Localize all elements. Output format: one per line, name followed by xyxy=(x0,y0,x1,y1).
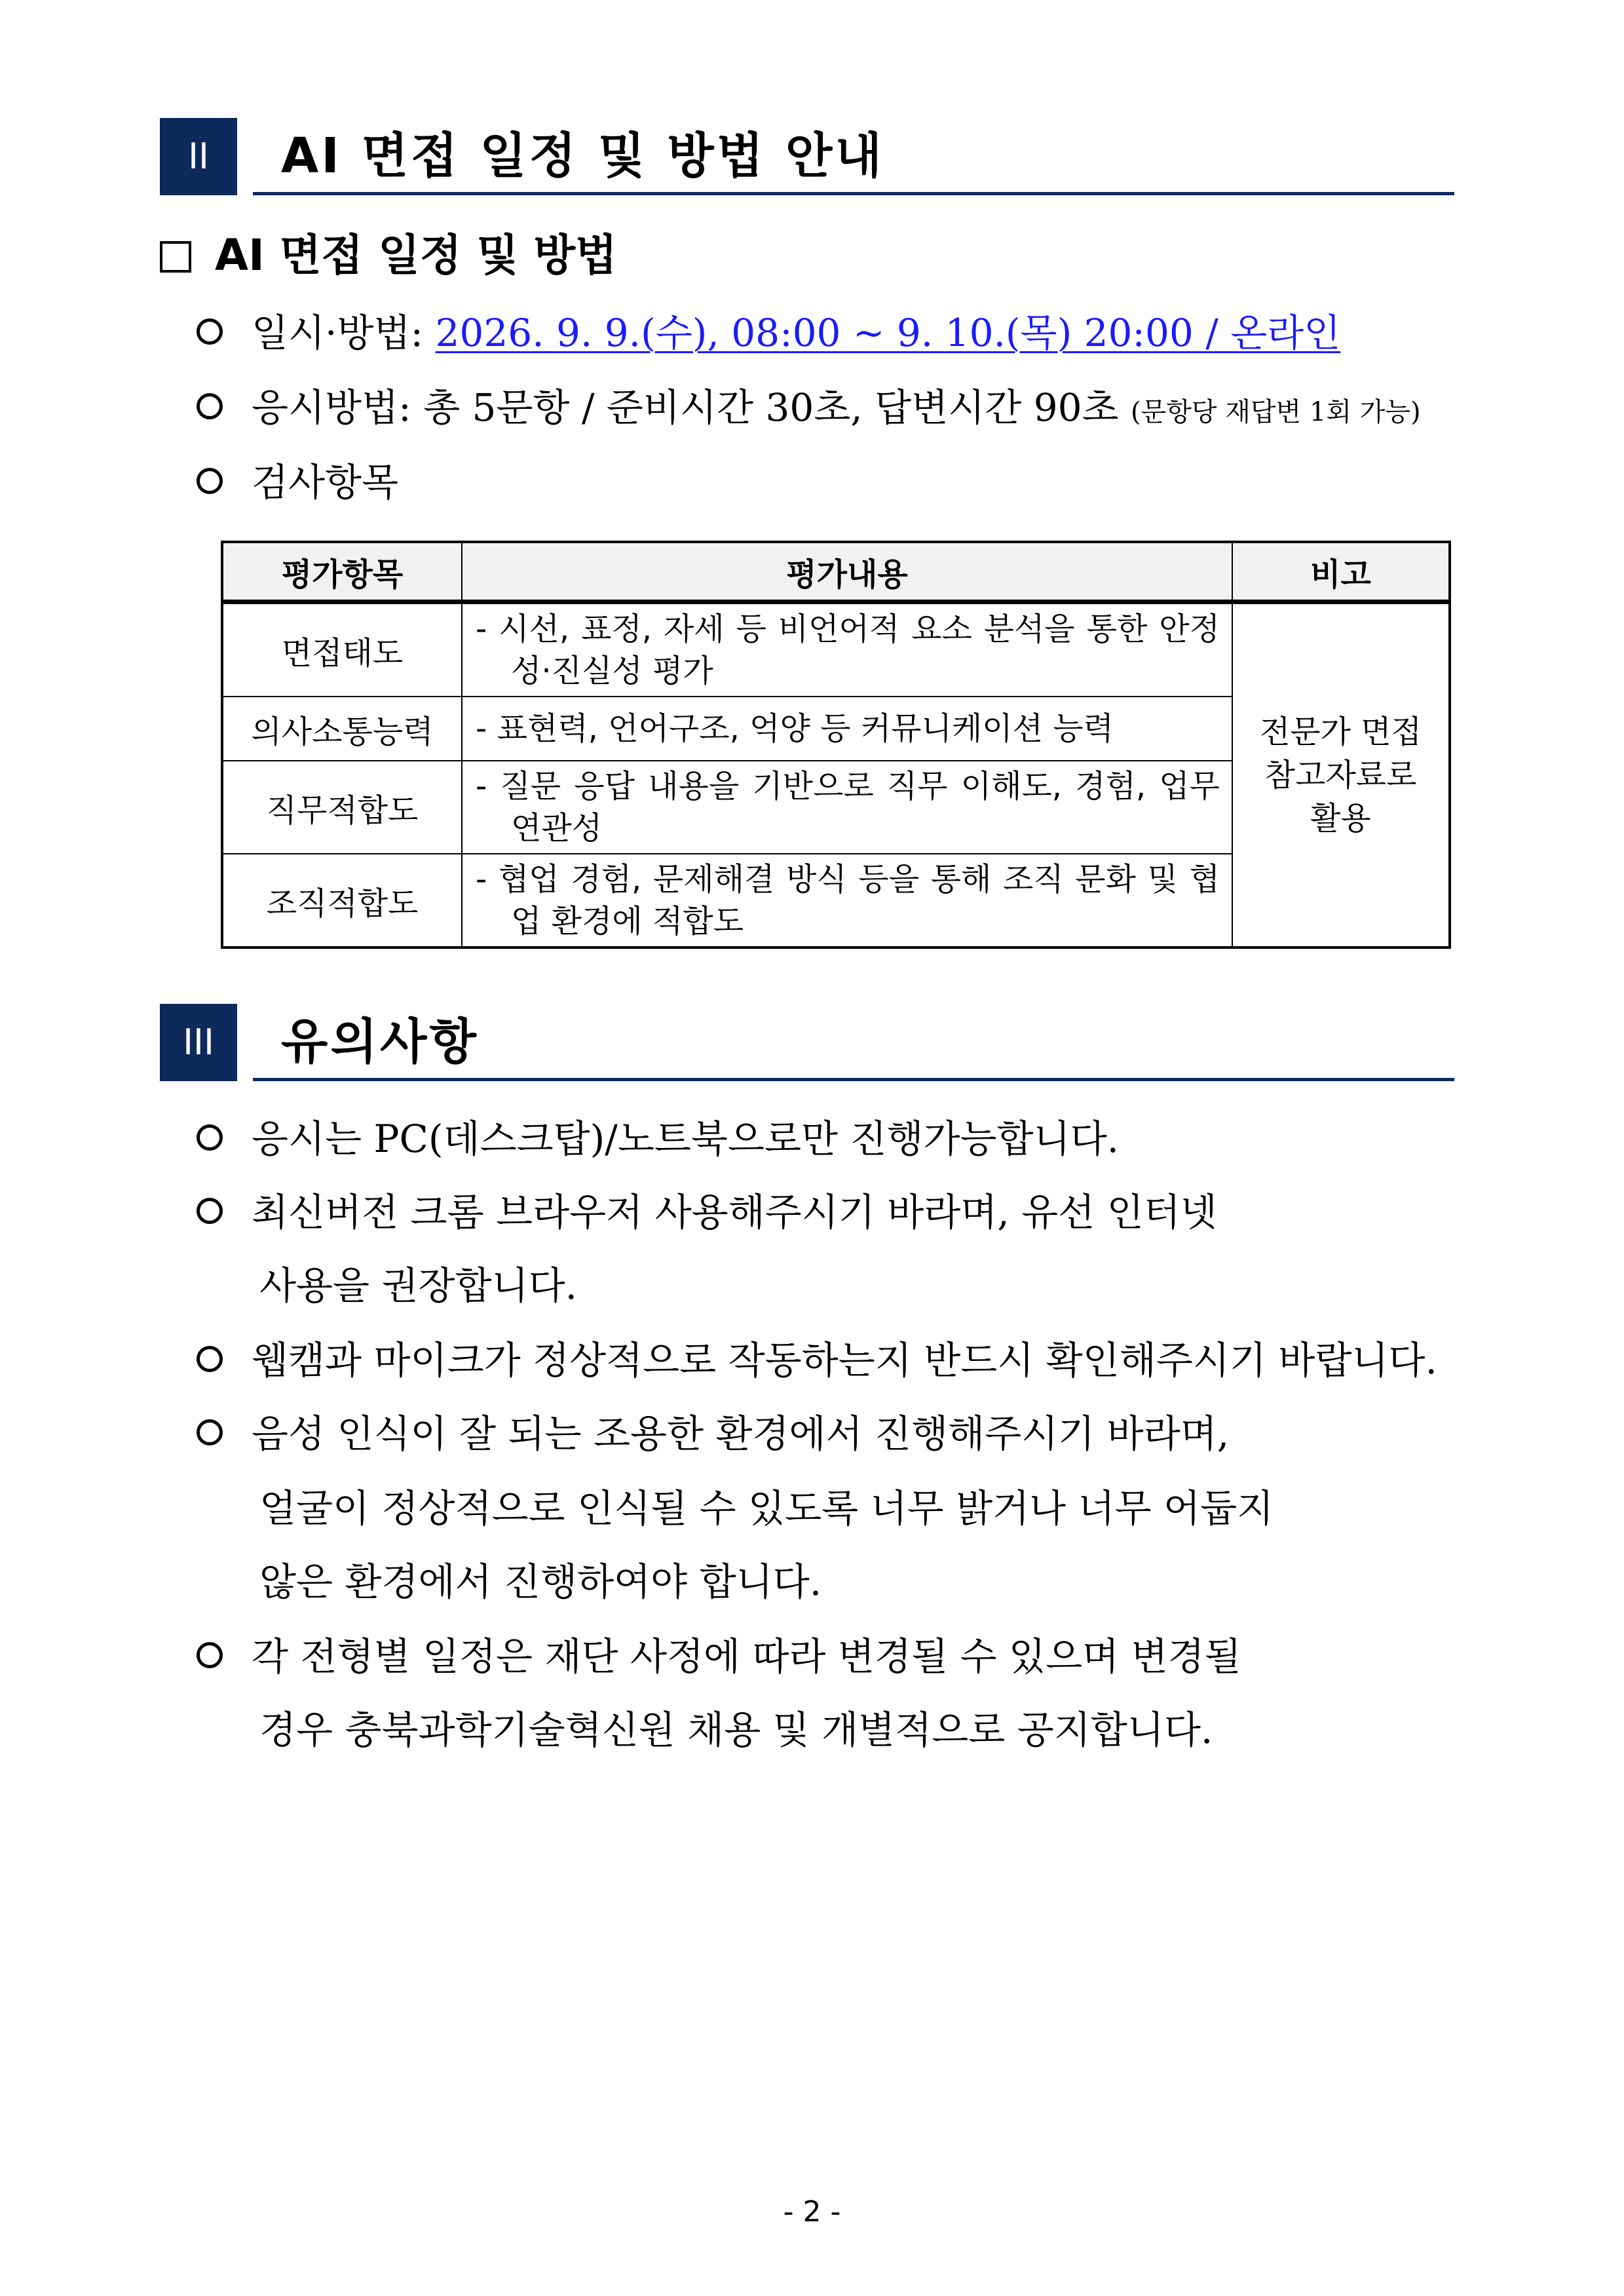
row-content: - 협업 경험, 문제해결 방식 등을 통해 조직 문화 및 협업 환경에 적합도 xyxy=(476,861,1220,940)
row-content: - 시선, 표정, 자세 등 비언어적 요소 분석을 통한 안정성·진실성 평가 xyxy=(476,611,1220,689)
notice-item xyxy=(197,1624,1241,1689)
notice-text: 최신버전 크롬 브라우저 사용해주시기 바라며, 유선 인터넷 xyxy=(252,1190,1217,1234)
subsection-title: AI 면접 일정 및 방법 xyxy=(215,230,617,280)
note-line: 전문가 면접 xyxy=(1259,714,1422,750)
row-item: 직무적합도 xyxy=(222,761,462,854)
row-item: 의사소통능력 xyxy=(222,697,462,761)
section-3-title: 유의사항 xyxy=(281,1014,479,1070)
method-item xyxy=(197,375,1421,445)
table-row xyxy=(222,602,1450,697)
notice-text: 웹캠과 마이크가 정상적으로 작동하는지 반드시 확인해주시기 바랍니다. xyxy=(252,1338,1437,1383)
header-note: 비고 xyxy=(1232,542,1450,602)
note-cell xyxy=(1232,602,1450,948)
method-note: (문항당 재답변 1회 가능) xyxy=(1131,397,1421,427)
page-number: - 2 - xyxy=(783,2195,841,2229)
note-line: 참고자료로 xyxy=(1264,757,1417,794)
section-3-underline xyxy=(253,1078,1454,1081)
header-item: 평가항목 xyxy=(222,542,462,602)
notice-text-continued: 않은 환경에서 진행하여야 합니다. xyxy=(259,1559,822,1604)
row-content: - 질문 응답 내용을 기반으로 직무 이해도, 경험, 업무 연관성 xyxy=(476,768,1220,847)
table-header-row xyxy=(222,542,1450,602)
items-heading xyxy=(197,450,398,515)
notice-text: 각 전형별 일정은 재단 사정에 따라 변경될 수 있으며 변경될 xyxy=(252,1634,1241,1679)
section-3-number: III xyxy=(160,1004,237,1081)
method-label: 응시방법: 총 5문항 / 준비시간 30초, 답변시간 90초 xyxy=(252,385,1131,430)
notice-item xyxy=(197,1179,1217,1245)
section-2-title: AI 면접 일정 및 방법 안내 xyxy=(281,128,884,184)
evaluation-table xyxy=(221,541,1451,949)
checkbox-square-icon xyxy=(160,241,191,273)
circle-bullet-icon xyxy=(197,1419,223,1445)
notice-item xyxy=(197,1401,1229,1466)
schedule-label: 일시·방법: xyxy=(252,311,436,355)
row-item: 조직적합도 xyxy=(222,854,462,947)
notice-text: 음성 인식이 잘 되는 조용한 환경에서 진행해주시기 바라며, xyxy=(252,1411,1230,1456)
schedule-item xyxy=(197,300,1340,366)
row-item: 면접태도 xyxy=(222,602,462,697)
section-2-number: II xyxy=(160,118,237,195)
row-content: - 표현력, 언어구조, 억양 등 커뮤니케이션 능력 xyxy=(476,710,1114,747)
circle-bullet-icon xyxy=(197,468,223,494)
notice-text-continued: 경우 충북과학기술혁신원 채용 및 개별적으로 공지합니다. xyxy=(259,1708,1213,1752)
circle-bullet-icon xyxy=(197,1198,223,1224)
items-heading-text: 검사항목 xyxy=(252,460,399,505)
circle-bullet-icon xyxy=(197,1642,223,1668)
schedule-value: 2026. 9. 9.(수), 08:00 ~ 9. 10.(목) 20:00 / 온라인 xyxy=(435,311,1341,355)
note-line: 활용 xyxy=(1310,800,1371,837)
circle-bullet-icon xyxy=(197,318,223,345)
notice-item xyxy=(197,1328,1437,1393)
section-2-underline xyxy=(253,192,1454,195)
notice-text-continued: 사용을 권장합니다. xyxy=(259,1263,578,1308)
section-3-header xyxy=(160,1004,1454,1081)
subsection-heading xyxy=(160,226,617,285)
notice-text-continued: 얼굴이 정상적으로 인식될 수 있도록 너무 밝거나 너무 어둡지 xyxy=(259,1486,1274,1531)
notice-item xyxy=(197,1106,1119,1172)
circle-bullet-icon xyxy=(197,1346,223,1372)
header-content: 평가내용 xyxy=(462,542,1232,602)
notice-text: 응시는 PC(데스크탑)/노트북으로만 진행가능합니다. xyxy=(252,1117,1120,1161)
section-2-header xyxy=(160,118,1454,195)
circle-bullet-icon xyxy=(197,393,223,419)
circle-bullet-icon xyxy=(197,1124,223,1151)
